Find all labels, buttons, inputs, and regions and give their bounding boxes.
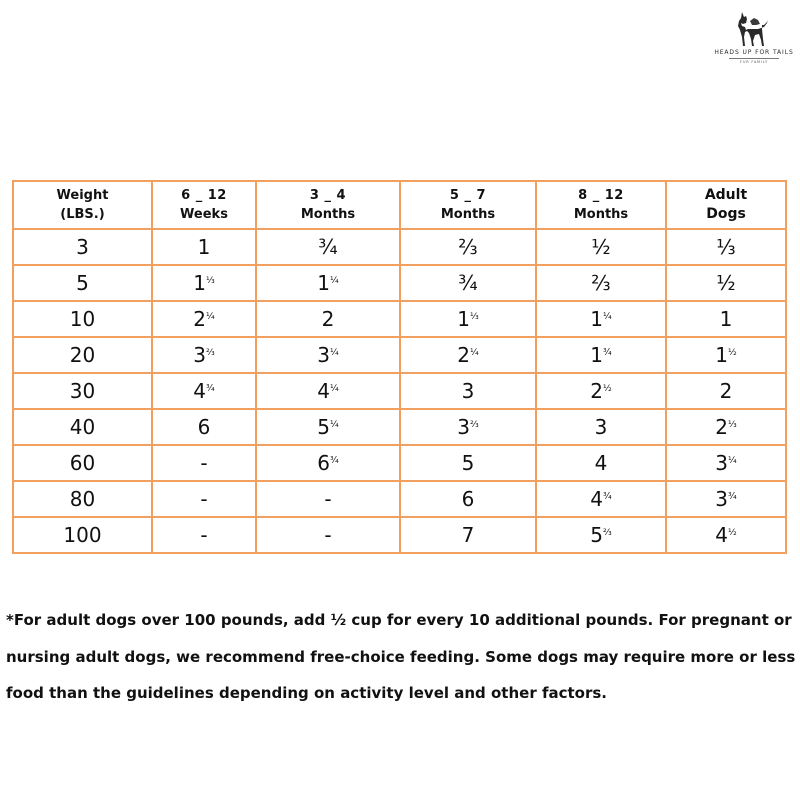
cell-value: ½ <box>591 235 611 259</box>
footnote-line: nursing adult dogs, we recommend free-choice feeding. Some dogs may require more or less <box>6 647 796 666</box>
cell-fraction: ⅔ <box>603 528 612 538</box>
table-header-row <box>13 181 786 229</box>
table-row <box>13 409 786 445</box>
cups-cell <box>400 265 536 301</box>
cell-value: 1 <box>590 343 603 367</box>
cups-cell <box>666 265 786 301</box>
cell-value: 3 <box>193 343 206 367</box>
cell-fraction: ⅔ <box>206 348 215 358</box>
column-header-line: Weeks <box>180 207 228 222</box>
cell-fraction: ⅔ <box>470 420 479 430</box>
cups-cell <box>400 409 536 445</box>
cups-cell <box>536 373 666 409</box>
column-header-line: Months <box>300 207 356 222</box>
cell-value: 6 <box>317 451 330 475</box>
cups-cell <box>536 445 666 481</box>
cups-cell <box>256 517 400 553</box>
cell-value: 3 <box>461 379 475 403</box>
table-row <box>13 445 786 481</box>
cell-fraction: ¼ <box>728 456 737 466</box>
cell-value: 2 <box>719 379 733 403</box>
cups-cell <box>666 445 786 481</box>
cups-cell <box>256 445 400 481</box>
cell-fraction: ¼ <box>330 276 339 286</box>
cell-value: 4 <box>193 379 206 403</box>
cups-cell <box>256 265 400 301</box>
cups-cell <box>666 229 786 265</box>
cell-fraction: ½ <box>728 528 737 538</box>
cups-cell <box>400 337 536 373</box>
cell-value: 7 <box>461 523 475 547</box>
cell-value: 4 <box>317 379 330 403</box>
weight-cell <box>13 301 152 337</box>
cell-value: ⅔ <box>591 271 611 295</box>
cell-value: 4 <box>715 523 728 547</box>
table-row <box>13 265 786 301</box>
table-row <box>13 337 786 373</box>
cell-value: 2 <box>715 415 728 439</box>
cell-value: 5 <box>461 451 475 475</box>
cups-cell <box>666 373 786 409</box>
cell-fraction: ½ <box>728 348 737 358</box>
cups-cell <box>400 481 536 517</box>
dog-silhouette-icon <box>734 8 774 48</box>
cups-cell <box>152 229 256 265</box>
cell-fraction: ¼ <box>330 348 339 358</box>
cell-value: 5 <box>590 523 603 547</box>
cups-cell <box>536 337 666 373</box>
table-row <box>13 229 786 265</box>
cups-cell <box>666 481 786 517</box>
cups-cell <box>536 265 666 301</box>
cell-value: 1 <box>590 307 603 331</box>
cell-value: ½ <box>716 271 736 295</box>
cups-cell <box>536 409 666 445</box>
cell-value: 1 <box>197 235 211 259</box>
cups-cell <box>666 517 786 553</box>
cell-value: 80 <box>69 487 96 511</box>
brand-divider <box>729 58 779 59</box>
footnote-line: *For adult dogs over 100 pounds, add ½ cup for every 10 additional pounds. For pregnant or <box>6 611 792 629</box>
cell-value: 6 <box>461 487 475 511</box>
weight-cell <box>13 337 152 373</box>
cell-fraction: ⅓ <box>728 420 737 430</box>
cell-value: ⅓ <box>716 235 736 259</box>
cell-fraction: ½ <box>603 384 612 394</box>
cups-cell <box>400 229 536 265</box>
table-row <box>13 517 786 553</box>
feeding-chart-table <box>12 180 787 554</box>
column-header-line: Months <box>440 207 496 222</box>
cups-cell <box>666 337 786 373</box>
cell-value: 3 <box>317 343 330 367</box>
cell-fraction: ¾ <box>206 384 215 394</box>
cell-value: ⅔ <box>458 235 478 259</box>
column-header-line: (LBS.) <box>60 207 105 222</box>
cell-value: ¾ <box>458 271 478 295</box>
cell-fraction: ⅓ <box>206 276 215 286</box>
cups-cell <box>152 265 256 301</box>
weight-cell <box>13 445 152 481</box>
cups-cell <box>152 301 256 337</box>
cups-cell <box>536 481 666 517</box>
cups-cell <box>666 409 786 445</box>
cell-value: - <box>200 487 208 511</box>
cups-cell <box>400 517 536 553</box>
cups-cell <box>152 445 256 481</box>
cell-value: 30 <box>69 379 96 403</box>
cell-value: 40 <box>69 415 96 439</box>
cups-cell <box>256 481 400 517</box>
cell-value: ¾ <box>318 235 338 259</box>
column-header-line: Months <box>573 207 629 222</box>
cell-value: 1 <box>719 307 733 331</box>
cell-value: 1 <box>193 271 206 295</box>
cups-cell <box>666 301 786 337</box>
cell-value: 10 <box>69 307 96 331</box>
cups-cell <box>400 301 536 337</box>
column-header <box>536 181 666 229</box>
cell-value: - <box>324 523 332 547</box>
cups-cell <box>152 517 256 553</box>
weight-cell <box>13 373 152 409</box>
cell-fraction: ¼ <box>330 420 339 430</box>
cups-cell <box>400 445 536 481</box>
cell-value: - <box>200 451 208 475</box>
column-header <box>152 181 256 229</box>
cell-fraction: ¾ <box>728 492 737 502</box>
cell-value: 6 <box>197 415 211 439</box>
cups-cell <box>256 301 400 337</box>
cups-cell <box>256 409 400 445</box>
cell-value: - <box>324 487 332 511</box>
column-header-line: Adult <box>704 187 748 203</box>
cell-value: 3 <box>457 415 470 439</box>
table-row <box>13 301 786 337</box>
cups-cell <box>152 481 256 517</box>
cell-value: 5 <box>317 415 330 439</box>
cell-fraction: ¾ <box>603 348 612 358</box>
column-header-line: 6 _ 12 <box>181 188 227 203</box>
column-header <box>13 181 152 229</box>
brand-logo <box>712 8 796 74</box>
cups-cell <box>256 373 400 409</box>
weight-cell <box>13 229 152 265</box>
column-header-line: Dogs <box>706 206 746 222</box>
cell-fraction: ⅓ <box>470 312 479 322</box>
cups-cell <box>536 229 666 265</box>
cell-value: 2 <box>457 343 470 367</box>
cell-fraction: ¼ <box>330 384 339 394</box>
cell-fraction: ¼ <box>603 312 612 322</box>
cell-value: 60 <box>69 451 96 475</box>
cups-cell <box>256 337 400 373</box>
cups-cell <box>536 301 666 337</box>
cell-fraction: ¼ <box>470 348 479 358</box>
cell-value: 5 <box>76 271 89 295</box>
cups-cell <box>152 373 256 409</box>
column-header-line: 3 _ 4 <box>309 188 347 203</box>
weight-cell <box>13 517 152 553</box>
cups-cell <box>400 373 536 409</box>
cell-value: 2 <box>321 307 335 331</box>
cell-value: 3 <box>594 415 608 439</box>
brand-name: HEADS UP FOR TAILS <box>714 49 794 56</box>
column-header <box>400 181 536 229</box>
cups-cell <box>152 337 256 373</box>
weight-cell <box>13 481 152 517</box>
column-header-line: 8 _ 12 <box>578 188 624 203</box>
cell-value: 1 <box>715 343 728 367</box>
cell-value: 100 <box>63 523 102 547</box>
cups-cell <box>256 229 400 265</box>
cell-value: 3 <box>715 451 728 475</box>
feeding-footnote <box>6 602 798 712</box>
cell-fraction: ¼ <box>206 312 215 322</box>
weight-cell <box>13 409 152 445</box>
cell-value: 1 <box>317 271 330 295</box>
cups-cell <box>152 409 256 445</box>
cell-value: 1 <box>457 307 470 331</box>
weight-cell <box>13 265 152 301</box>
cups-cell <box>536 517 666 553</box>
cell-value: 3 <box>715 487 728 511</box>
cell-value: 20 <box>69 343 96 367</box>
cell-value: 2 <box>193 307 206 331</box>
cell-fraction: ¾ <box>330 456 339 466</box>
column-header-line: Weight <box>56 188 109 203</box>
cell-value: 2 <box>590 379 603 403</box>
brand-tagline: FUR FAMILY <box>740 60 768 64</box>
cell-fraction: ¾ <box>603 492 612 502</box>
cell-value: 4 <box>594 451 608 475</box>
cell-value: - <box>200 523 208 547</box>
table-row <box>13 481 786 517</box>
table-row <box>13 373 786 409</box>
footnote-line: food than the guidelines depending on activity level and other factors. <box>6 684 607 702</box>
cell-value: 3 <box>76 235 89 259</box>
cell-value: 4 <box>590 487 603 511</box>
column-header <box>666 181 786 229</box>
column-header <box>256 181 400 229</box>
column-header-line: 5 _ 7 <box>449 188 487 203</box>
